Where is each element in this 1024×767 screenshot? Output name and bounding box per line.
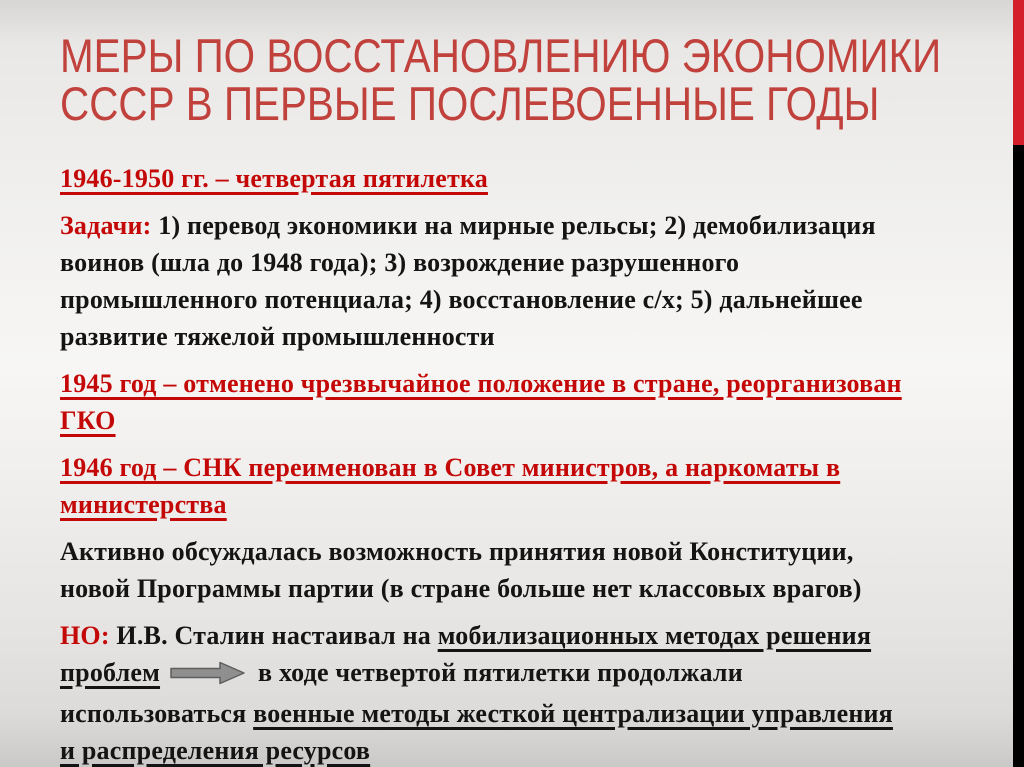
year-1946-heading-line1: 1946 год – СНК переименован в Совет министров, а наркоматы в xyxy=(60,453,841,482)
paragraph-1946 xyxy=(60,449,972,523)
edge-bar-red-segment xyxy=(1013,0,1024,145)
stalin-text2: в ходе четвертой пятилетки продолжали xyxy=(258,658,743,687)
right-arrow-icon xyxy=(170,658,246,695)
stalin-underlined1: мобилизационных методах решения xyxy=(437,621,872,650)
year-1945-heading-line1: 1945 год – отменено чрезвычайное положение в стране, реорганизован xyxy=(60,369,902,398)
stalin-text1: И.В. Сталин настаивал на xyxy=(116,621,438,650)
but-label: НО: xyxy=(60,621,117,650)
year-1945-heading-line2: ГКО xyxy=(60,406,116,435)
tasks-line2: воинов (шла до 1948 года); 3) возрождение разрушенного xyxy=(60,248,740,277)
tasks-label: Задачи: xyxy=(60,211,159,240)
stalin-text3: использоваться xyxy=(60,699,254,728)
slide-content xyxy=(60,29,972,767)
stalin-underlined3: военные методы жесткой централизации управления xyxy=(253,699,893,728)
paragraph-five-year-plan xyxy=(60,160,972,197)
five-year-plan-heading: 1946-1950 гг. – четвертая пятилетка xyxy=(60,164,488,193)
slide-title-line2: СССР В ПЕРВЫЕ ПОСЛЕВОЕННЫЕ ГОДЫ xyxy=(60,77,880,130)
slide-title-line1: МЕРЫ ПО ВОССТАНОВЛЕНИЮ ЭКОНОМИКИ xyxy=(60,29,942,82)
tasks-line4: развитие тяжелой промышленности xyxy=(60,322,495,351)
edge-bar-black-segment xyxy=(1013,145,1024,767)
paragraph-constitution xyxy=(60,533,972,607)
constitution-line1: Активно обсуждалась возможность принятия новой Конституции, xyxy=(60,537,854,566)
stalin-underlined4: и распределения ресурсов xyxy=(60,736,371,765)
tasks-line1: 1) перевод экономики на мирные рельсы; 2) демобилизация xyxy=(158,211,876,240)
paragraph-stalin xyxy=(60,617,972,767)
slide-title xyxy=(60,29,942,130)
paragraph-1945 xyxy=(60,365,972,439)
tasks-line3: промышленного потенциала; 4) восстановление с/х; 5) дальнейшее xyxy=(60,285,863,314)
year-1946-heading-line2: министерства xyxy=(60,490,227,519)
constitution-line2: новой Программы партии (в стране больше нет классовых врагов) xyxy=(60,574,862,603)
right-edge-accent-bar xyxy=(1013,0,1024,767)
stalin-underlined2: проблем xyxy=(60,658,161,687)
paragraph-tasks xyxy=(60,207,972,355)
